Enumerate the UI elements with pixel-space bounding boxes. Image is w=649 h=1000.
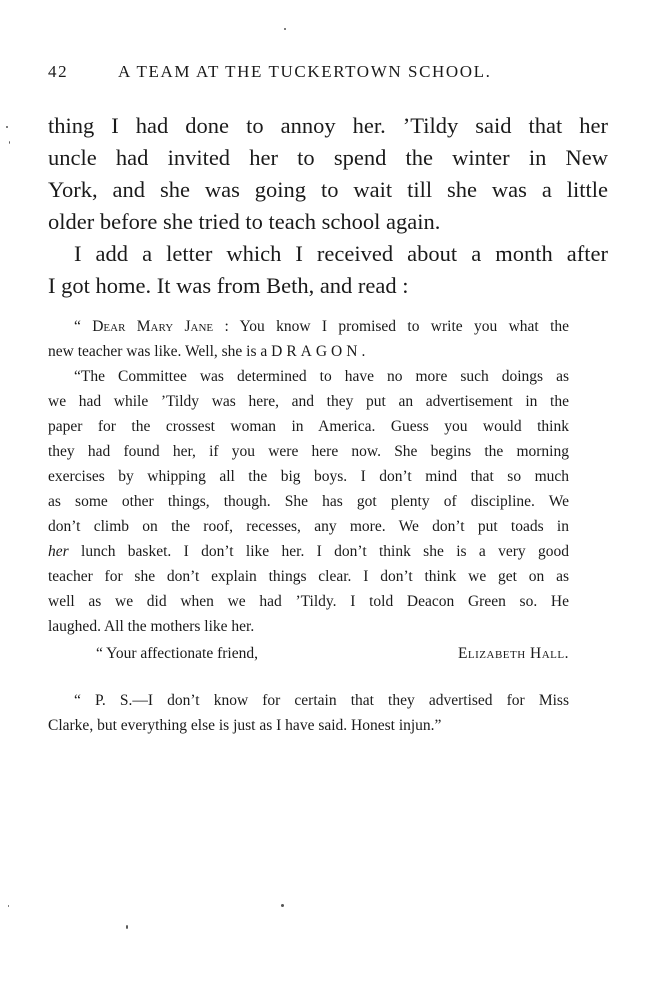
paper-speck [126,925,128,929]
running-title: A TEAM AT THE TUCKERTOWN SCHOOL. [118,62,492,81]
postscript [48,688,569,738]
letter-body [48,364,569,639]
text-line: we had while ’Tildy was here, and they put an advertisement in the [48,393,569,410]
text-line [48,339,569,364]
signature: Elizabeth Hall. [457,645,569,662]
text-line: older before she tried to teach school again. [48,209,441,234]
text-line: York, and she was going to wait till she was a little [48,177,608,202]
text-line: I got home. It was from Beth, and read : [48,273,409,298]
paper-speck [8,905,9,907]
text-line: well as we did when we had ’Tildy. I told Deacon Green so. He [48,593,569,610]
text-line: “The Committee was determined to have no more such doings as [74,368,569,385]
dragon-emphasis: DRAGON. [271,343,370,360]
letter-opening [48,314,569,364]
paper-speck [9,141,10,144]
text-line: don’t climb on the roof, recesses, any more. We don’t put toads in [48,518,569,535]
paper-speck [6,126,8,128]
text-line: “ P. S.—I don’t know for certain that they advertised for Miss [74,692,569,709]
text-line: Clarke, but everything else is just as I have said. Honest injun.” [48,717,442,734]
text-line: as some other things, though. She has got plenty of discipline. We [48,493,569,510]
page-header [48,62,608,88]
letter-signoff [48,641,569,666]
page-number: 42 [48,62,69,81]
italic-her: her [48,543,69,560]
salutation-line [48,314,569,339]
text-line: they had found her, if you were here now. She begins the morning [48,443,569,460]
text-line [48,539,569,564]
text-fragment: new teacher was like. Well, she is a [48,343,272,360]
paragraph-1 [48,110,608,238]
text-line: teacher for she don’t explain things clear. I don’t think we get on as [48,568,569,585]
quoted-letter [48,314,569,738]
paper-speck [284,28,286,30]
text-line: I add a letter which I received about a month after [74,241,608,266]
paper-speck [281,904,284,907]
salutation: “ Dear Mary Jane : [74,318,229,335]
salutation-rest: You know I promised to write you what the [228,318,570,335]
body-text [48,110,608,302]
text-line: laughed. All the mothers like her. [48,618,255,635]
text-fragment: lunch basket. I don’t like her. I don’t think she is a very good [68,543,569,560]
text-line: thing I had done to annoy her. ’Tildy said that her [48,113,608,138]
text-line: paper for the crossest woman in America. Guess you would think [48,418,569,435]
paragraph-2 [48,238,608,302]
text-line: uncle had invited her to spend the winter in New [48,145,608,170]
text-line: exercises by whipping all the big boys. I don’t mind that so much [48,468,569,485]
closing: “ Your affectionate friend, [96,645,258,662]
